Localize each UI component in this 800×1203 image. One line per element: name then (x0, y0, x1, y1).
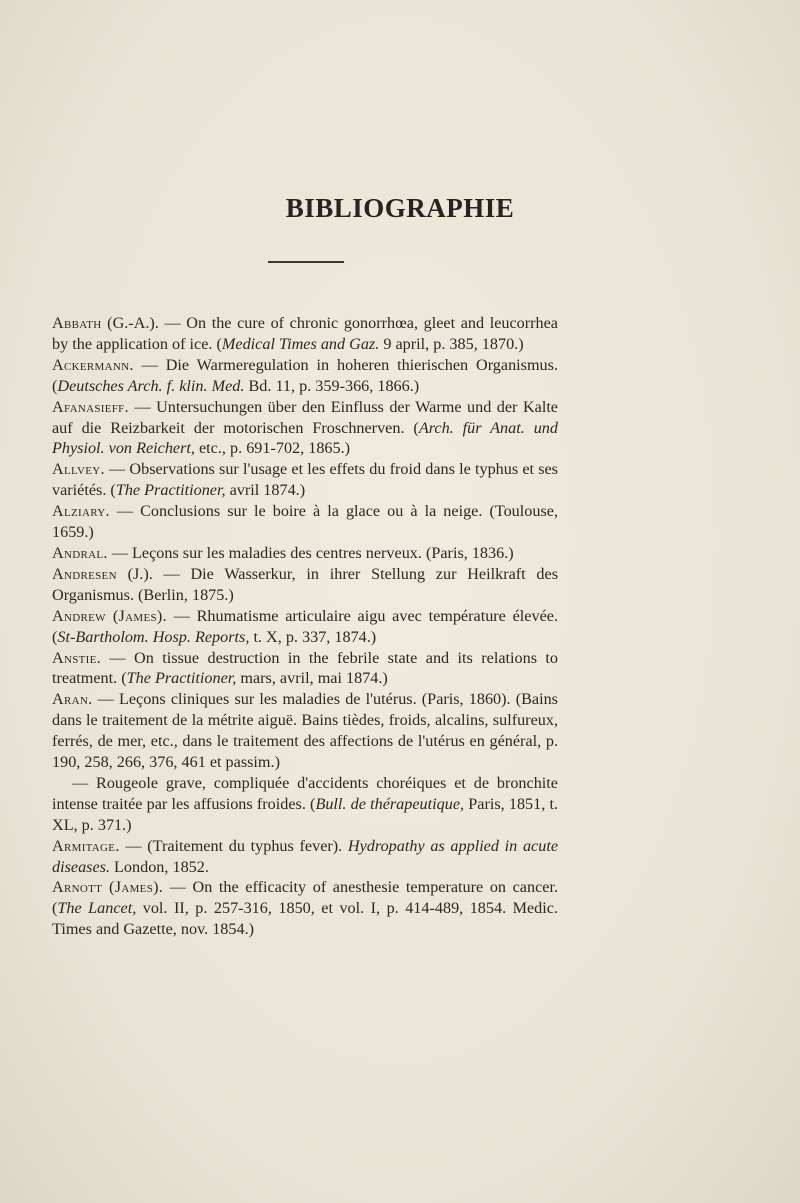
entry-text: — On tissue destruction in the febrile state and its relations to treatment. ( (52, 648, 558, 688)
entry-text: — Untersuchungen über den Einfluss der Warme und der Kalte auf die Reizbarkeit der motorischen Froschnerven. ( (52, 397, 558, 437)
entry-author: Arnott (James). (52, 878, 164, 897)
entry-tail: Bd. 11, p. 359-366, 1866.) (244, 376, 420, 395)
bibliography-entry (52, 773, 558, 836)
entry-reference: Bull. de thérapeutique, (315, 794, 465, 813)
entry-author: Alziary. (52, 502, 110, 521)
bibliography-entry (52, 648, 558, 690)
bibliography-entry (52, 877, 558, 940)
bibliography-entry (52, 355, 558, 397)
entry-text: — Rhumatisme articulaire aigu avec température élevée. ( (52, 606, 558, 646)
entry-reference: The Practitioner, (115, 481, 226, 500)
entry-tail: avril 1874.) (225, 481, 306, 500)
entry-author: Anstie. (52, 648, 101, 667)
entry-author: Andrew (James). (52, 606, 167, 625)
entry-reference: Arch. für Anat. und Physiol. von Reichert, (52, 418, 558, 458)
entry-author: Andral. (52, 543, 108, 562)
page-title: BIBLIOGRAPHIE (285, 193, 515, 223)
entry-text: — Conclusions sur le boire à la glace ou à la neige. (Toulouse, 1659.) (52, 502, 558, 542)
entry-tail: etc., p. 691-702, 1865.) (194, 439, 351, 458)
entry-text: (G.-A.). — On the cure of chronic gonorrhœa, gleet and leucorrhea by the application of ice. ( (52, 314, 558, 353)
entry-tail: London, 1852. (110, 857, 209, 876)
entry-tail: 9 april, p. 385, 1870.) (379, 334, 524, 353)
entry-text: — Rougeole grave, compliquée d'accidents choréiques et de bronchite intense traitée par les affusions froides. ( (52, 773, 558, 813)
bibliography-entry (52, 836, 558, 878)
entry-text: — Die Warmeregulation in hoheren thierischen Organismus. ( (52, 355, 558, 395)
bibliography-list (52, 313, 558, 940)
bibliography-entry (52, 543, 558, 564)
entry-author: Abbath (52, 314, 102, 332)
bibliography-entry (52, 501, 558, 543)
entry-reference: St-Bartholom. Hosp. Reports, (57, 627, 250, 646)
entry-author: Ackermann. (52, 355, 134, 374)
entry-text: (J.). — Die Wasserkur, in ihrer Stellung zur Heilkraft des Organismus. (Berlin, 1875.) (52, 564, 558, 604)
bibliography-entry (52, 564, 558, 606)
entry-reference: Deutsches Arch. f. klin. Med. (57, 376, 245, 395)
bibliography-entry (52, 313, 558, 355)
entry-author: Allvey. (52, 460, 105, 479)
entry-author: Andresen (52, 564, 117, 583)
entry-tail: vol. II, p. 257-316, 1850, et vol. I, p. 414-489, 1854. Medic. Times and Gazette, nov. 1854.) (52, 899, 559, 939)
entry-tail: mars, avril, mai 1874.) (236, 669, 388, 688)
bibliography-entry (52, 397, 558, 460)
bibliography-entry (52, 606, 558, 648)
bibliography-entry (52, 689, 558, 773)
entry-text: — (Traitement du typhus fever). (119, 836, 348, 855)
entry-reference: The Lancet, (57, 899, 137, 918)
entry-reference: Medical Times and Gaz. (221, 334, 380, 353)
entry-text: — Observations sur l'usage et les effets du froid dans le typhus et ses variétés. ( (52, 460, 558, 500)
entry-tail: t. X, p. 337, 1874.) (249, 627, 377, 646)
entry-text: — Leçons sur les maladies des centres nerveux. (Paris, 1836.) (107, 543, 514, 562)
entry-text: — Leçons cliniques sur les maladies de l'utérus. (Paris, 1860). (Bains dans le traitement de la métrite aiguë. Bains tièdes, froids, alcalins, sulfureux, ferrés, de mer, etc., dans le traitement des affections de l'utérus en général, p. 190, 258, 266, 376, 461 et passim.) (52, 690, 558, 772)
title-rule (268, 261, 344, 263)
bibliography-entry (52, 459, 558, 501)
entry-author: Aran. (52, 690, 93, 709)
entry-reference: Hydropathy as applied in acute diseases. (52, 836, 558, 876)
entry-tail: Paris, 1851, t. XL, p. 371.) (52, 794, 558, 834)
entry-text: — On the efficacity of anesthesie temperature on cancer. ( (52, 878, 558, 918)
entry-author: Afanasieff. (52, 397, 129, 416)
entry-reference: The Practitioner, (126, 669, 237, 688)
entry-author: Armitage. (52, 836, 120, 855)
